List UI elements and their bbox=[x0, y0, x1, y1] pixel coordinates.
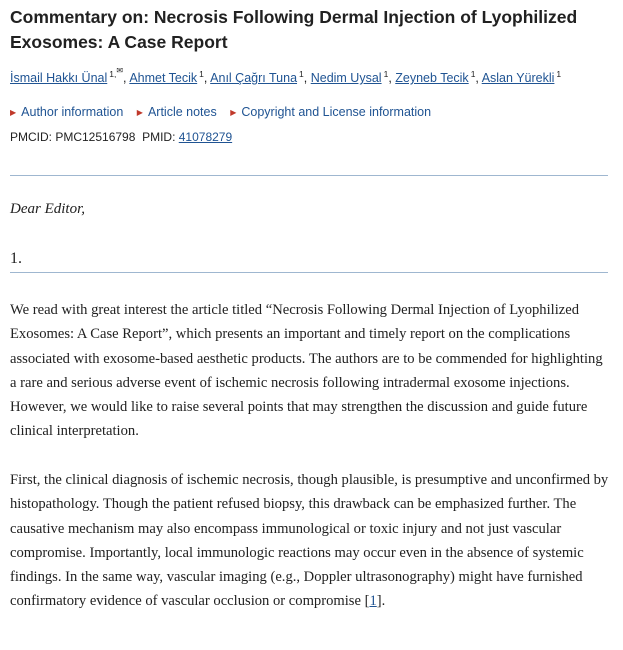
author-link-5[interactable]: Zeyneb Tecik bbox=[395, 70, 469, 85]
paragraph-2 bbox=[10, 468, 610, 614]
author-information-label: Author information bbox=[21, 105, 124, 119]
author-1 bbox=[10, 66, 124, 85]
section-heading: 1. bbox=[10, 250, 22, 267]
author-link-3[interactable]: Anıl Çağrı Tuna bbox=[210, 70, 298, 85]
author-information-toggle[interactable] bbox=[10, 105, 123, 119]
paragraph-2-text: First, the clinical diagnosis of ischemic necrosis, though plausible, is presumptive and unconfirmed by histopathology. Though the patient refused biopsy, this drawback can be emphasized further. The causative mechanism may also encompass immunological or toxic injury and not just vascular compromise. Importantly, local immunologic reactions may occur even in the absence of systemic findings. In the same way, vascular imaging (e.g., Doppler ultrasonography) might have furnished confirmatory evidence of vascular occlusion or compromise [ bbox=[10, 472, 609, 610]
header-divider bbox=[10, 175, 608, 176]
paragraph-1: We read with great interest the article titled “Necrosis Following Dermal Injection of Lyophilized Exosomes: A Case Report”, which presents an important and timely report on the complications associated with exosome-based aesthetic products. The authors are to be commended for highlighting a rare and serious adverse event of ischemic necrosis following intradermal exosome injections. However, we would like to raise several points that may strengthen the discussion and guide future clinical interpretation. bbox=[10, 302, 603, 440]
author-affiliation-5: 1 bbox=[470, 68, 476, 79]
author-list: İsmail Hakkı Ünal $^{1,✉}$, Ahmet Tecik $^1$, Anıl Çağrı Tuna $^1$, Nedim Uysal $^1$, Zeyneb Tecik $^1$, Aslan Yürekli $^1$ bbox=[10, 66, 562, 85]
section-divider bbox=[10, 272, 608, 273]
triangle-right-icon: ▶ bbox=[136, 108, 143, 117]
author-affiliation-4: 1 bbox=[383, 68, 389, 79]
author-affiliation-3: 1 bbox=[299, 68, 304, 79]
copyright-license-label: Copyright and License information bbox=[241, 105, 432, 119]
author-link-4[interactable]: Nedim Uysal bbox=[310, 70, 382, 85]
paragraph-2-end: ]. bbox=[376, 593, 386, 610]
envelope-icon[interactable]: ✉ bbox=[116, 66, 124, 75]
author-affiliation-1 bbox=[109, 66, 124, 79]
author-4 bbox=[310, 68, 389, 85]
copyright-license-toggle[interactable] bbox=[230, 105, 431, 119]
author-link-2[interactable]: Ahmet Tecik bbox=[129, 70, 198, 85]
author-3 bbox=[210, 68, 304, 85]
article-identifiers bbox=[10, 130, 232, 144]
pmid-label: PMID: bbox=[142, 130, 176, 144]
pmid-link[interactable]: 41078279 bbox=[178, 130, 233, 144]
pmcid: PMCID: PMC12516798 bbox=[10, 130, 136, 144]
salutation: Dear Editor, bbox=[10, 201, 85, 217]
author-5 bbox=[395, 68, 476, 85]
author-link-1[interactable]: İsmail Hakkı Ünal bbox=[10, 70, 108, 85]
reference-link-1[interactable]: 1 bbox=[369, 593, 377, 610]
author-2 bbox=[129, 68, 204, 85]
article-notes-label: Article notes bbox=[147, 105, 217, 119]
author-affiliation-2: 1 bbox=[199, 68, 204, 79]
author-affiliation-6: 1 bbox=[556, 68, 562, 79]
triangle-right-icon: ▶ bbox=[230, 108, 237, 117]
article-title: Commentary on: Necrosis Following Dermal Injection of Lyophilized Exosomes: A Case Report bbox=[10, 7, 578, 52]
article-info-links bbox=[10, 105, 441, 119]
affiliation-number: 1, bbox=[109, 68, 117, 79]
author-6 bbox=[481, 68, 562, 85]
article-notes-toggle[interactable] bbox=[137, 105, 217, 119]
author-link-6[interactable]: Aslan Yürekli bbox=[481, 70, 555, 85]
triangle-right-icon: ▶ bbox=[10, 108, 17, 117]
